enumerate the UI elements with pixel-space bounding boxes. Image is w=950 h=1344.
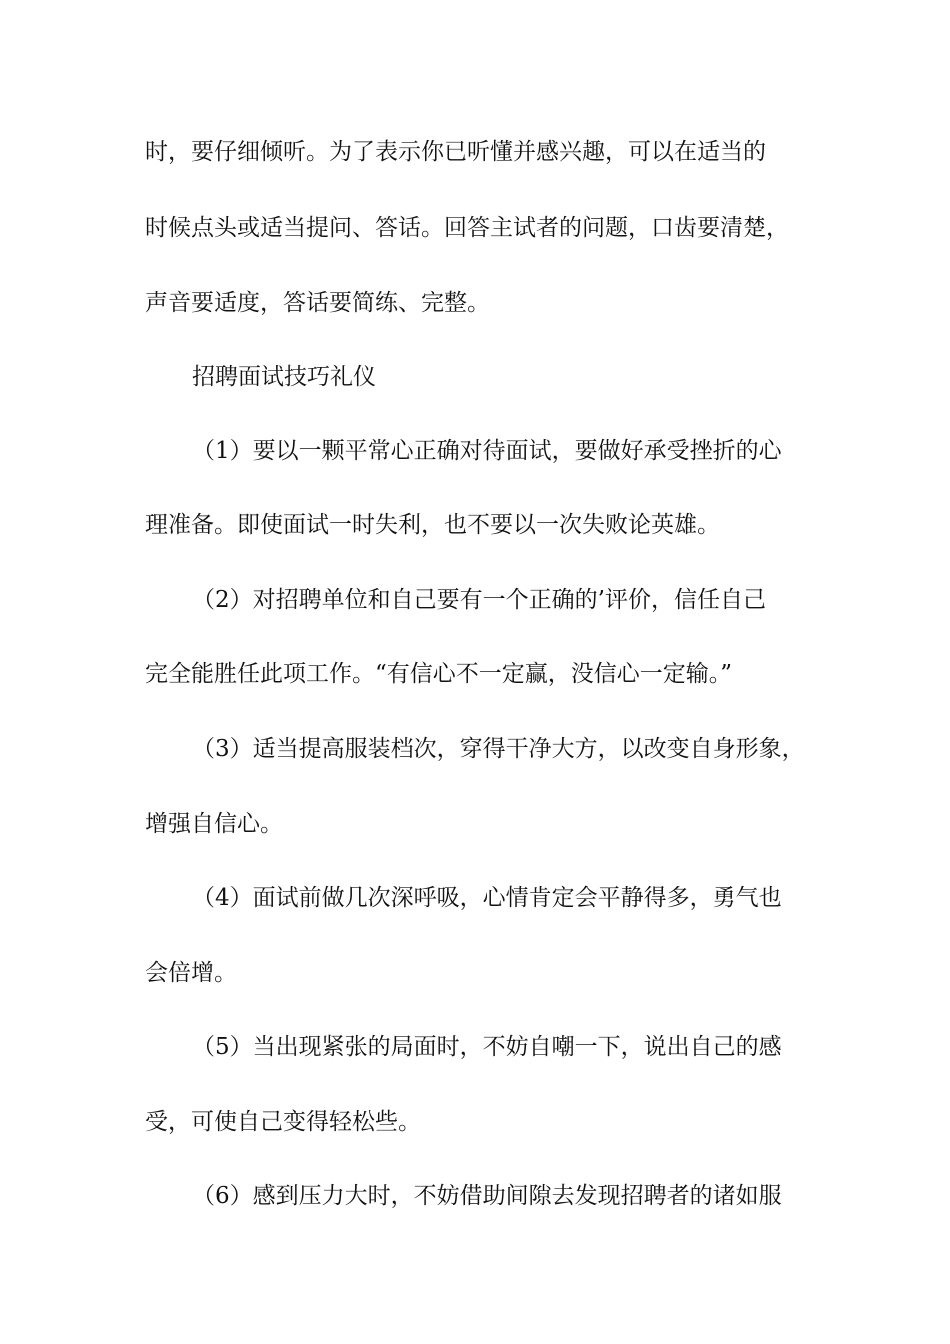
text-line: 受，可使自己变得轻松些。 <box>145 1109 421 1135</box>
text-line: （6）感到压力大时，不妨借助间隙去发现招聘者的诸如服 <box>192 1183 782 1209</box>
text-line: 会倍增。 <box>145 960 237 986</box>
text-line: （2）对招聘单位和自己要有一个正确的’评价，信任自己 <box>192 587 766 613</box>
text-line: （1）要以一颗平常心正确对待面试，要做好承受挫折的心 <box>192 438 782 464</box>
text-line: 时候点头或适当提问、答话。回答主试者的问题，口齿要清楚， <box>145 215 789 241</box>
text-line: （5）当出现紧张的局面时，不妨自嘲一下，说出自己的感 <box>192 1034 782 1060</box>
text-line: （4）面试前做几次深呼吸，心情肯定会平静得多，勇气也 <box>192 885 782 911</box>
text-line: （3）适当提高服装档次，穿得干净大方，以改变自身形象， <box>192 736 805 762</box>
text-line: 理准备。即使面试一时失利，也不要以一次失败论英雄。 <box>145 512 720 538</box>
section-heading: 招聘面试技巧礼仪 <box>192 364 376 390</box>
text-line: 时，要仔细倾听。为了表示你已听懂并感兴趣，可以在适当的 <box>145 139 766 165</box>
text-line: 声音要适度，答话要简练、完整。 <box>145 290 490 316</box>
text-line: 完全能胜任此项工作。“有信心不一定赢，没信心一定输。” <box>145 661 733 687</box>
text-line: 增强自信心。 <box>145 811 283 837</box>
